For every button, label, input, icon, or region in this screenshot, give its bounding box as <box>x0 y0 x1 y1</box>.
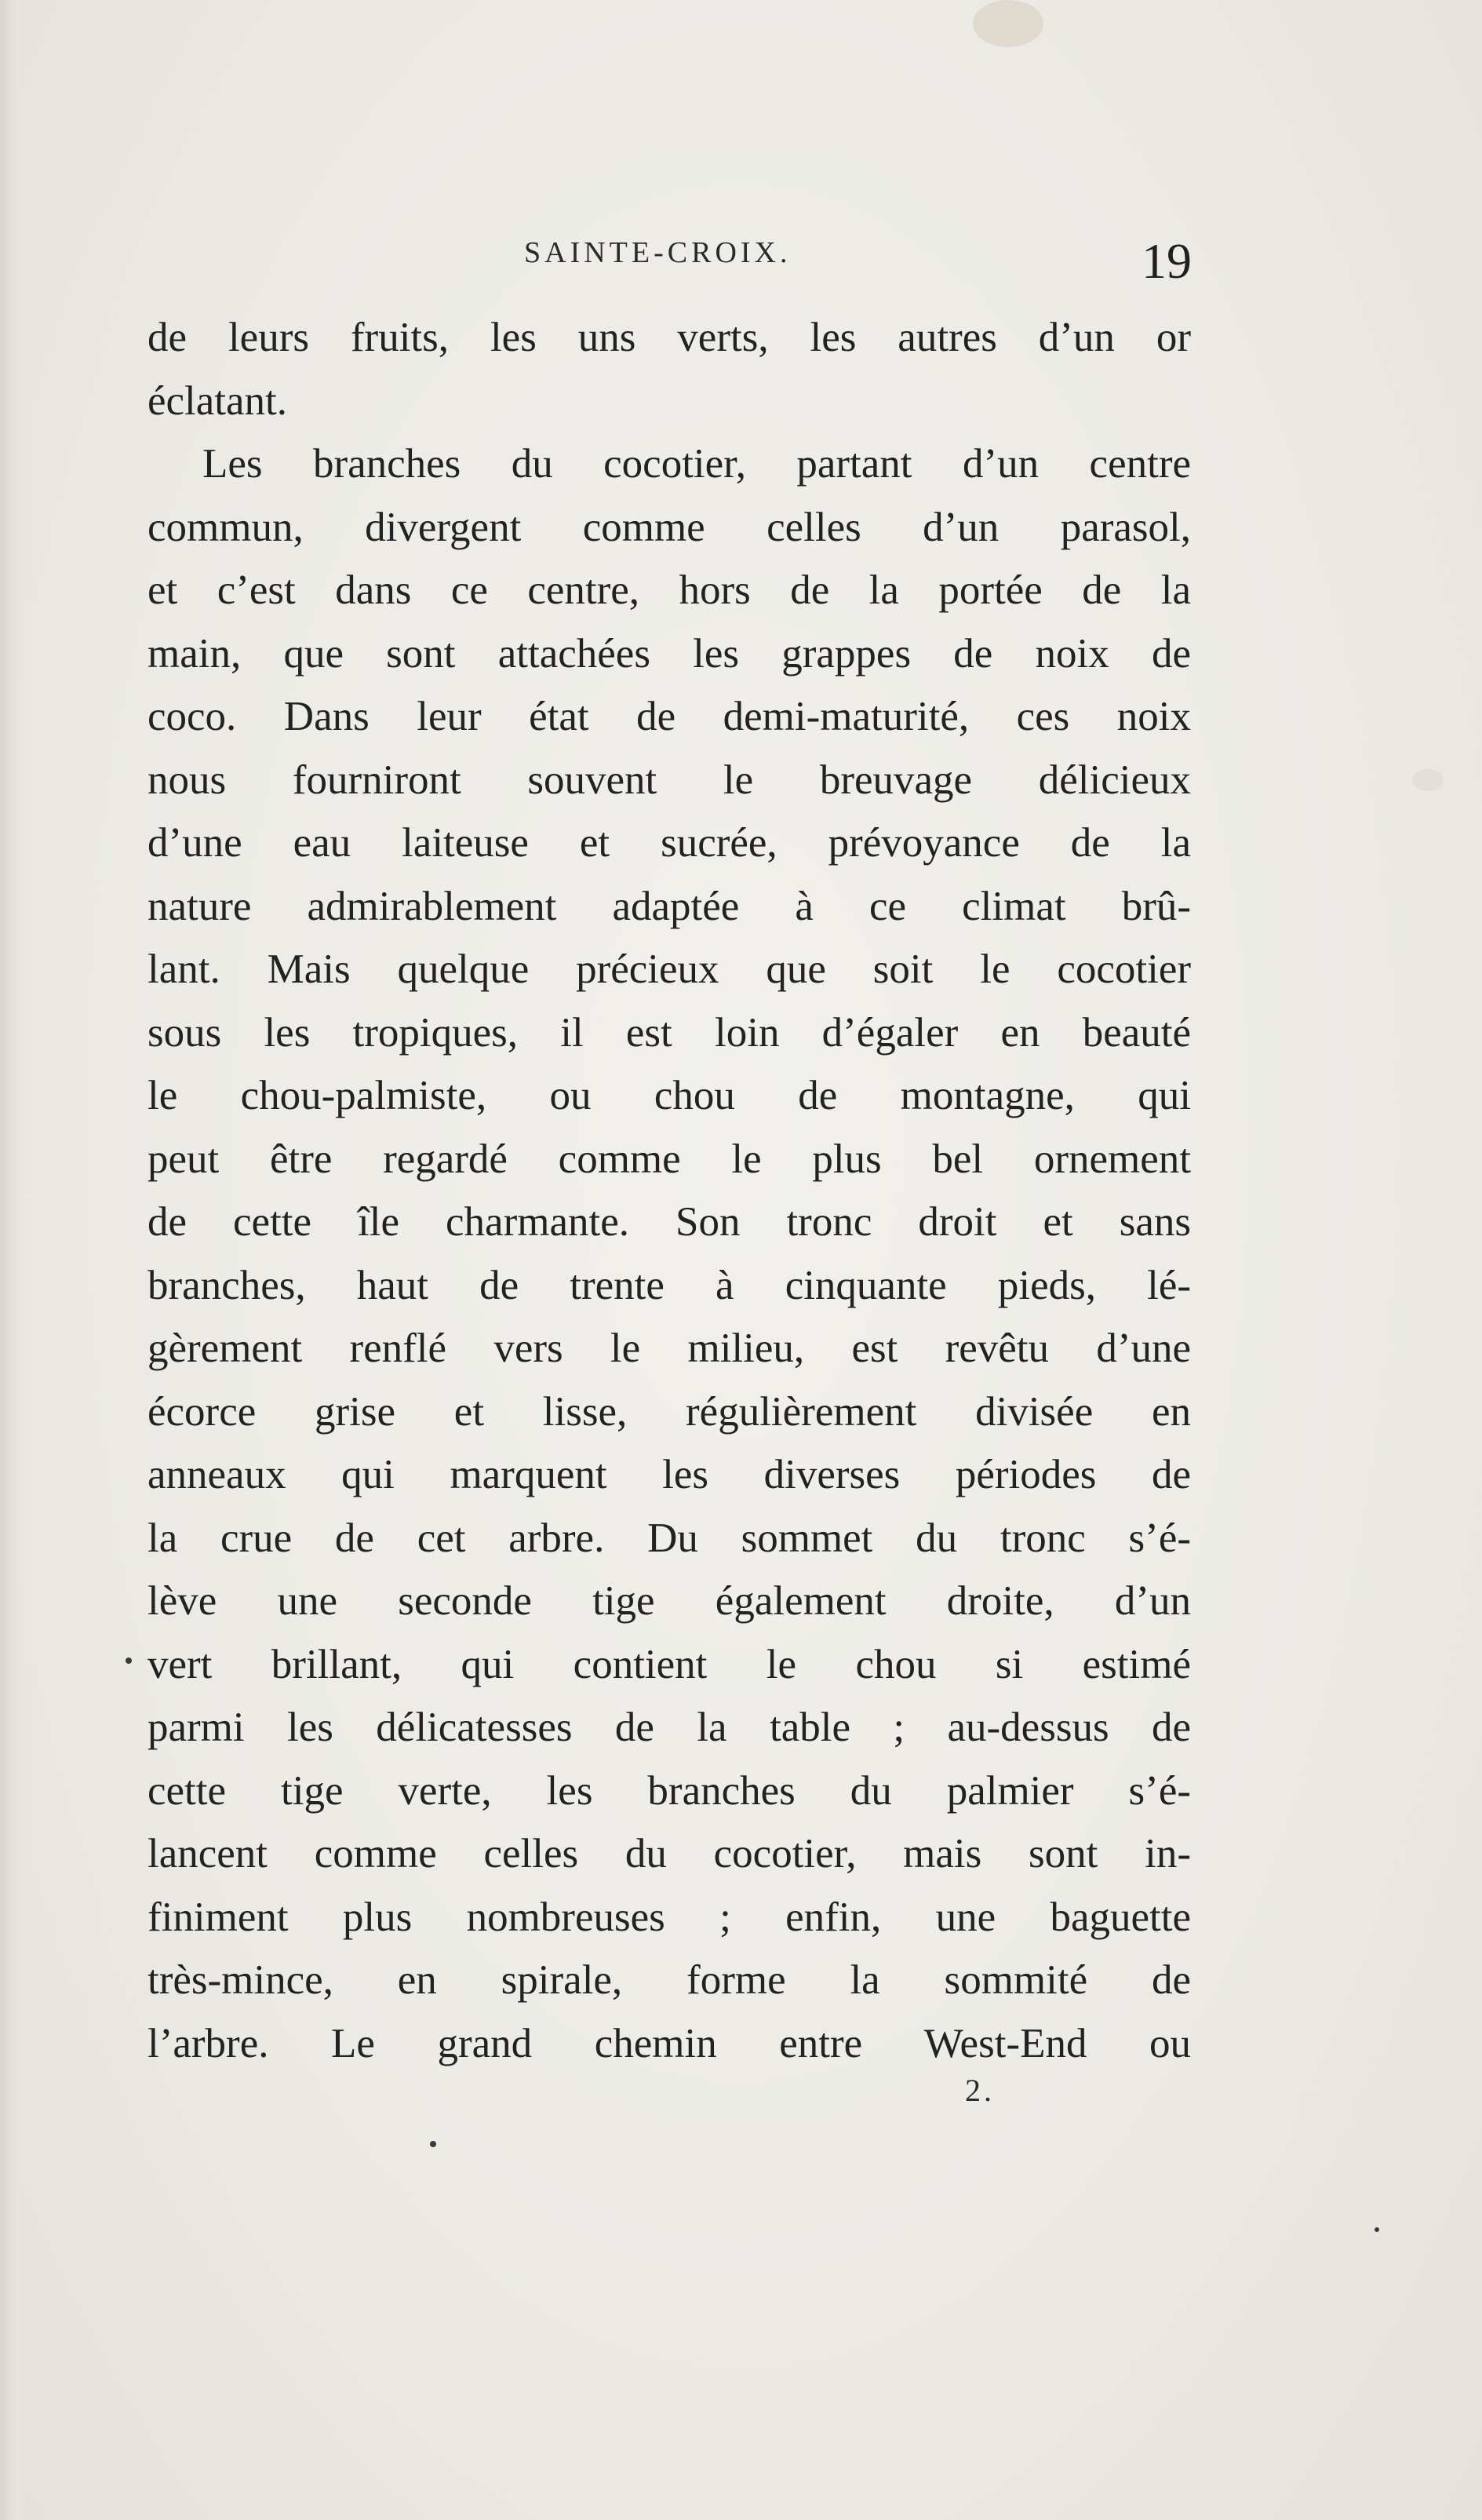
text-line: Les branches du cocotier, partant d’un centre <box>202 441 1191 487</box>
text-line: de leurs fruits, les uns verts, les autres d’un or <box>147 315 1191 360</box>
signature-mark: 2. <box>965 2073 995 2108</box>
text-line: lève une seconde tige également droite, d’un <box>147 1578 1191 1624</box>
text-line: sous les tropiques, il est loin d’égaler en beauté <box>147 1009 1191 1056</box>
text-line: vert brillant, qui contient le chou si estimé <box>147 1641 1191 1687</box>
paper-stain <box>1412 769 1444 791</box>
text-line: lancent comme celles du cocotier, mais sont in- <box>147 1831 1191 1876</box>
paper-stain <box>973 0 1043 47</box>
text-line: de cette île charmante. Son tronc droit et sans <box>147 1199 1191 1245</box>
text-line: nous fourniront souvent le breuvage délicieux <box>147 757 1191 803</box>
text-line: peut être regardé comme le plus bel ornement <box>147 1136 1191 1182</box>
text-line: parmi les délicatesses de la table ; au-dessus de <box>147 1705 1191 1750</box>
body-text <box>147 306 1191 2075</box>
text-line: main, que sont attachées les grappes de noix de <box>147 630 1191 676</box>
ink-speck <box>126 1658 132 1664</box>
text-line: gèrement renflé vers le milieu, est revêtu d’une <box>147 1326 1191 1371</box>
text-line: écorce grise et lisse, régulièrement divisée en <box>147 1388 1191 1435</box>
text-line: finiment plus nombreuses ; enfin, une baguette <box>147 1894 1191 1940</box>
text-line: éclatant. <box>147 377 288 424</box>
text-line: d’une eau laiteuse et sucrée, prévoyance de la <box>147 820 1191 866</box>
page-number: 19 <box>1142 233 1192 289</box>
spine-shadow <box>0 0 28 2520</box>
text-line: cette tige verte, les branches du palmier s’é- <box>147 1767 1191 1814</box>
text-line: lant. Mais quelque précieux que soit le cocotier <box>147 946 1191 992</box>
text-line: le chou-palmiste, ou chou de montagne, qui <box>147 1073 1191 1118</box>
text-line: nature admirablement adaptée à ce climat brû- <box>147 883 1191 929</box>
text-line: la crue de cet arbre. Du sommet du tronc s’é- <box>147 1515 1191 1561</box>
text-line: commun, divergent comme celles d’un parasol, <box>147 504 1191 550</box>
running-head: SAINTE-CROIX. <box>524 236 792 269</box>
text-line: très-mince, en spirale, forme la sommité de <box>147 1957 1191 2003</box>
text-line: l’arbre. Le grand chemin entre West-End ou <box>147 2020 1191 2066</box>
ink-speck <box>1375 2227 1379 2232</box>
text-line: et c’est dans ce centre, hors de la portée de la <box>147 567 1191 613</box>
text-line: coco. Dans leur état de demi-maturité, ces noix <box>147 694 1191 739</box>
text-line: anneaux qui marquent les diverses périodes de <box>147 1452 1191 1497</box>
ink-speck <box>430 2141 436 2147</box>
text-line: branches, haut de trente à cinquante pieds, lé- <box>147 1262 1191 1308</box>
